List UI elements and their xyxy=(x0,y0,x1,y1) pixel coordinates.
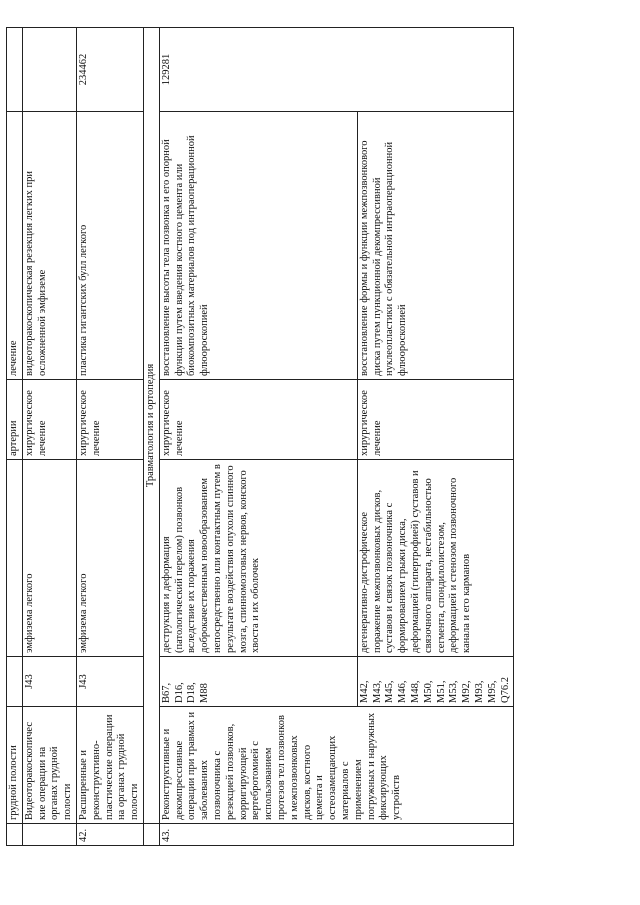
cell-cost xyxy=(7,28,23,112)
cell-method: восстановление высоты тела позвонка и его опорной функции путем введения костного цемента или биокомпозитных материалов под интраоперационной флюороскопией xyxy=(159,112,357,380)
table-row xyxy=(159,28,357,846)
cell-icd-code: J43 xyxy=(76,657,143,707)
cell-number: 43. xyxy=(159,824,514,846)
cell-treatment-type: хирургическое лечение xyxy=(76,380,143,460)
table-row xyxy=(7,28,23,846)
section-title: Травматология и ортопедия xyxy=(143,28,159,824)
cell-treatment-type: хирургическое лечение xyxy=(22,380,76,460)
cell-number xyxy=(22,824,76,846)
cell-cost: 234462 xyxy=(76,28,143,112)
cell-cost xyxy=(22,28,76,112)
cell-icd-code xyxy=(7,657,23,707)
cell-group-name: Реконструктивные и декомпрессивные операции при травмах и заболеваниях позвоночника с резекцией позвонков, корригирующей вертебротомией с использованием протезов тел позвонков и межпозвонковых дисков, костного цемента и остеозамещающих материалов с применением погружных и наружных фиксирующих устройств xyxy=(159,707,514,824)
cell-diagnosis: эмфизема легкого xyxy=(22,460,76,657)
table-row xyxy=(22,28,76,846)
cell-treatment-type: хирургическое лечение xyxy=(159,380,357,460)
table-row xyxy=(76,28,143,846)
cell-group-name: грудной полости xyxy=(7,707,23,824)
cell-icd-code: B67, D16, D18, M88 xyxy=(159,657,357,707)
cell-method: пластика гигантских булл легкого xyxy=(76,112,143,380)
cell-number xyxy=(7,824,23,846)
cell-treatment-type: хирургическое лечение xyxy=(357,380,514,460)
procedures-table xyxy=(6,27,514,846)
cell-group-name: Видеоторакоскопичес кие операции на органах грудной полости xyxy=(22,707,76,824)
cell-number: 42. xyxy=(76,824,143,846)
cell-diagnosis: эмфизема легкого xyxy=(76,460,143,657)
cell-method: восстановление формы и функции межпозвонкового диска путем пункционной декомпрессивной нуклеопластики с обязательной интраоперационной флюороскопией xyxy=(357,112,514,380)
cell-diagnosis: деструкция и деформация (патологический перелом) позвонков вследствие их поражения доброкачественным новообразованием непосредственно или контактным путем в результате воздействия опухоли спинного мозга, спинномозговых нервов, конского хвоста и их оболочек xyxy=(159,460,357,657)
cell-icd-code: J43 xyxy=(22,657,76,707)
cell-diagnosis: дегенеративно-дистрофическое поражение межпозвонковых дисков, суставов и связок позвоночника с формированием грыжи диска, деформацией (гипертрофией) суставов и связочного аппарата, нестабильностью сегмента, спондилолистезом, деформацией и стенозом позвоночного канала и его карманов xyxy=(357,460,514,657)
cell-treatment-type: артерии xyxy=(7,380,23,460)
section-row xyxy=(143,28,159,846)
rotated-table-container xyxy=(6,28,576,846)
cell-group-name: Расширенные и реконструктивно-пластические операции на органах грудной полости xyxy=(76,707,143,824)
cell-method: лечение xyxy=(7,112,23,380)
cell-diagnosis xyxy=(7,460,23,657)
cell-cost: 129281 xyxy=(159,28,514,112)
cell-number xyxy=(143,824,159,846)
cell-method: видеоторакоскопическая резекция легких при осложненной эмфиземе xyxy=(22,112,76,380)
cell-icd-code: M42, M43, M45, M46, M48, M50, M51, M53, M92, M93, M95, Q76.2 xyxy=(357,657,514,707)
